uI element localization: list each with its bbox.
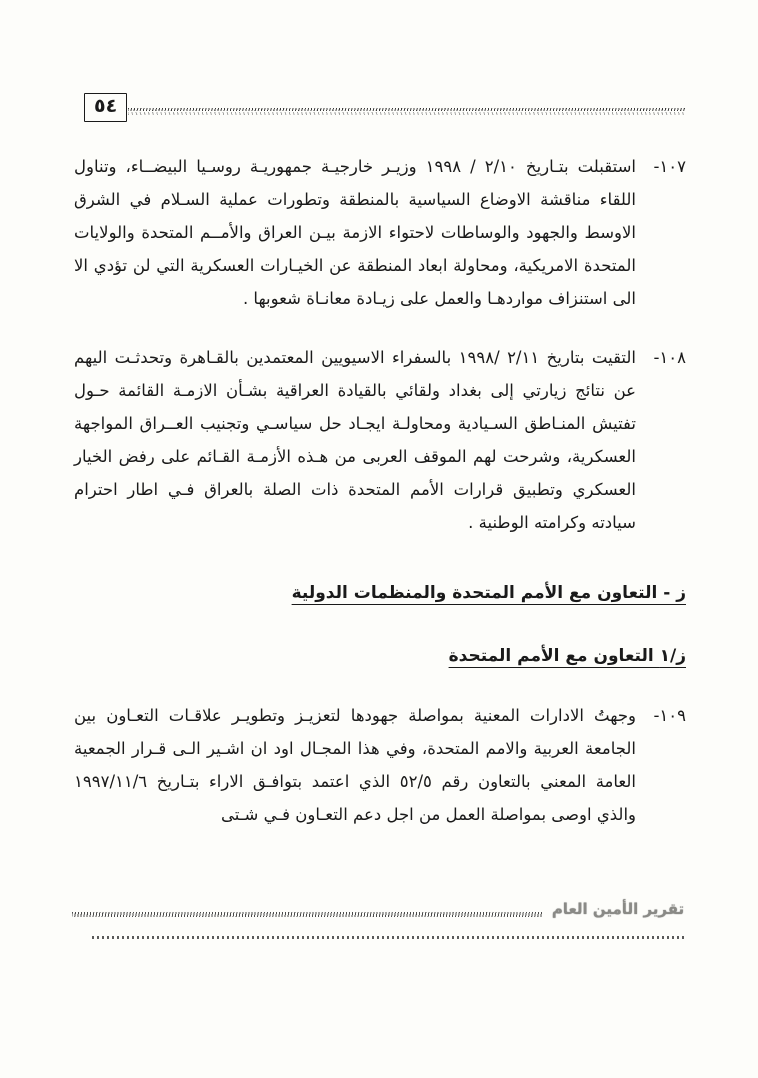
paragraph-108	[74, 341, 686, 539]
header-divider-line	[128, 108, 686, 115]
paragraph-107-number: ١٠٧-	[653, 157, 686, 176]
paragraph-107-text: استقبلت بتـاريخ ٢/١٠ / ١٩٩٨ وزيـر خارجيـة جمهوريـة روسـيا البيضــاء، وتناول اللقاء مناقشة الاوضاع السياسية بالمنطقة وتطورات عملية السـلام في الشرق الاوسط والجهود والوساطات لاحتواء الازمة بيـن العراق والأمــم المتحدة والولايات المتحدة الامريكية، ومحاولة ابعاد المنطقة عن الخيـارات العسكرية التي لن تؤدي الا الى استنزاف مواردهـا والعمل على زيـادة معانـاة شعوبها .	[74, 157, 636, 308]
section-heading	[74, 577, 686, 610]
document-body	[74, 150, 686, 857]
footer-dotted-line	[92, 936, 686, 939]
paragraph-109	[74, 699, 686, 831]
subsection-heading	[74, 640, 686, 673]
paragraph-109-number: ١٠٩-	[653, 706, 686, 725]
footer-stamp-text: تقرير الأمين العام	[551, 900, 685, 918]
paragraph-108-text: التقيت بتاريخ ٢/١١ /١٩٩٨ بالسفراء الاسيويين المعتمدين بالقـاهرة وتحدثـت اليهم عن نتائج زيارتي إلى بغداد ولقائي بالقيادة العراقية بشـأن الازمـة القائمة حـول تفتيش المنـاطق السـيادية ومحاولـة ايجـاد حل سياسـي وتجنيب العــراق المواجهة العسكرية، وشرحت لهم الموقف العربى من هـذه الأزمـة القـائم على رفض الخيار العسكري وتطبيق قرارات الأمم المتحدة ذات الصلة بالعراق فـي اطار احترام سيادته وكرامته الوطنية .	[74, 348, 637, 532]
page-number: ٥٤	[84, 93, 127, 122]
subsection-heading-text: ز/١ التعاون مع الأمم المتحدة	[448, 646, 686, 666]
paragraph-108-number: ١٠٨-	[653, 348, 686, 367]
paragraph-107	[74, 150, 686, 315]
section-heading-text: ز - التعاون مع الأمم المتحدة والمنظمات الدولية	[291, 583, 686, 603]
footer-divider-line	[72, 912, 542, 917]
paragraph-109-text: وجهتُ الادارات المعنية بمواصلة جهودها لتعزيـز وتطويـر علاقـات التعـاون بين الجامعة العربية والامم المتحدة، وفي هذا المجـال اود ان اشـير الـى قـرار الجمعية العامة المعني بالتعاون رقم ٥٢/٥ الذي اعتمد بتوافـق الاراء بتـاريخ ١٩٩٧/١١/٦ والذي اوصى بمواصلة العمل من اجل دعم التعـاون فـي شـتى	[74, 706, 636, 824]
